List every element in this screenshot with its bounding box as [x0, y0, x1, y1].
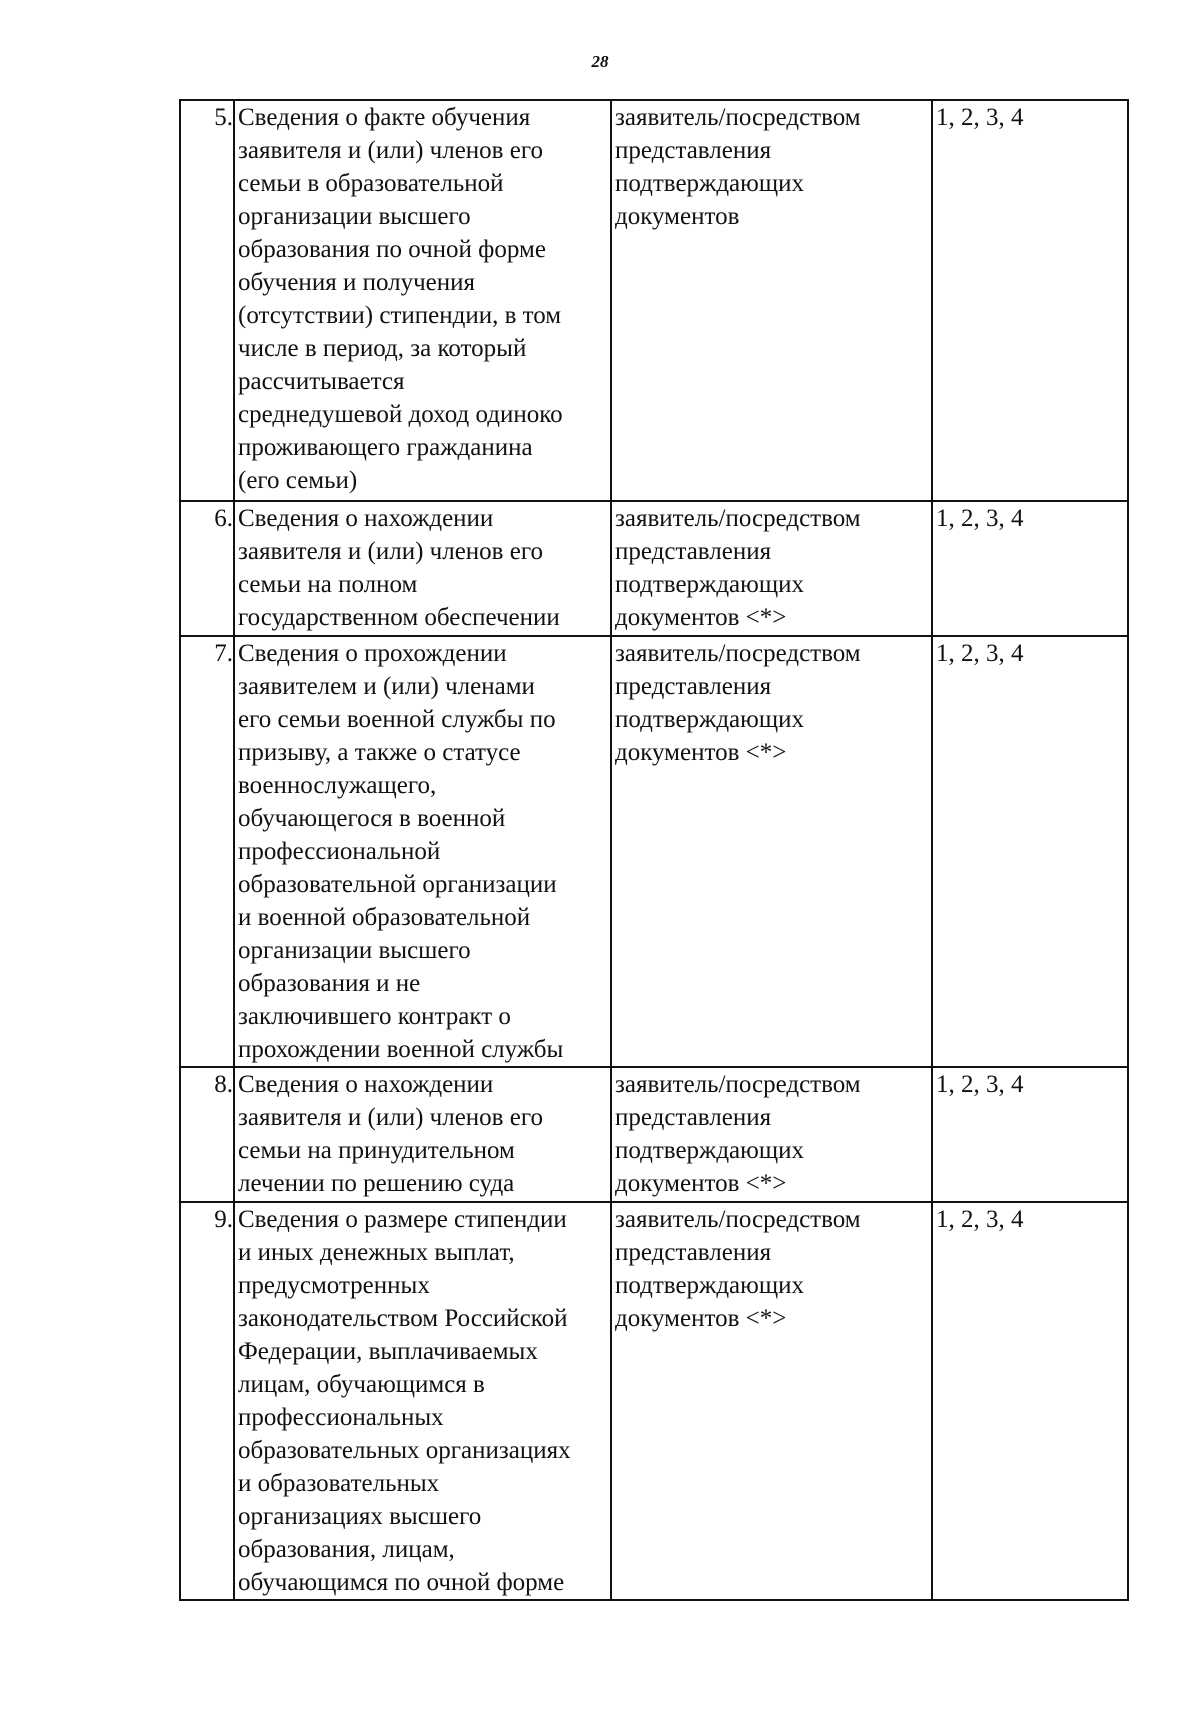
row-number: 5. — [180, 100, 234, 501]
table-row — [180, 1067, 1128, 1202]
info-source: заявитель/посредством представления подтверждающих документов — [611, 100, 932, 501]
row-number: 9. — [180, 1202, 234, 1600]
table-row — [180, 636, 1128, 1067]
row-number: 7. — [180, 636, 234, 1067]
section-refs: 1, 2, 3, 4 — [932, 100, 1128, 501]
info-description: Сведения о нахождении заявителя и (или) членов его семьи на принудительном лечении по решению суда — [234, 1067, 611, 1202]
info-source: заявитель/посредством представления подтверждающих документов <*> — [611, 1067, 932, 1202]
row-number: 8. — [180, 1067, 234, 1202]
document-table — [179, 99, 1129, 1601]
table-row — [180, 501, 1128, 636]
section-refs: 1, 2, 3, 4 — [932, 636, 1128, 1067]
info-source: заявитель/посредством представления подтверждающих документов <*> — [611, 1202, 932, 1600]
page-number: 28 — [591, 52, 609, 71]
info-source: заявитель/посредством представления подтверждающих документов <*> — [611, 636, 932, 1067]
info-description: Сведения о нахождении заявителя и (или) членов его семьи на полном государственном обеспечении — [234, 501, 611, 636]
info-source: заявитель/посредством представления подтверждающих документов <*> — [611, 501, 932, 636]
info-description: Сведения о факте обучения заявителя и (или) членов его семьи в образовательной организации высшего образования по очной форме обучения и получения (отсутствии) стипендии, в том числе в период, за который рассчитывается среднедушевой доход одиноко проживающего гражданина (его семьи) — [234, 100, 611, 501]
info-description: Сведения о размере стипендии и иных денежных выплат, предусмотренных законодательством Российской Федерации, выплачиваемых лицам, обучающимся в профессиональных образовательных организациях и образовательных организациях высшего образования, лицам, обучающимся по очной форме — [234, 1202, 611, 1600]
section-refs: 1, 2, 3, 4 — [932, 1067, 1128, 1202]
section-refs: 1, 2, 3, 4 — [932, 1202, 1128, 1600]
table-row — [180, 100, 1128, 501]
section-refs: 1, 2, 3, 4 — [932, 501, 1128, 636]
info-description: Сведения о прохождении заявителем и (или) членами его семьи военной службы по призыву, а также о статусе военнослужащего, обучающегося в военной профессиональной образовательной организации и военной образовательной организации высшего образования и не заключившего контракт о прохождении военной службы — [234, 636, 611, 1067]
row-number: 6. — [180, 501, 234, 636]
table-row — [180, 1202, 1128, 1600]
